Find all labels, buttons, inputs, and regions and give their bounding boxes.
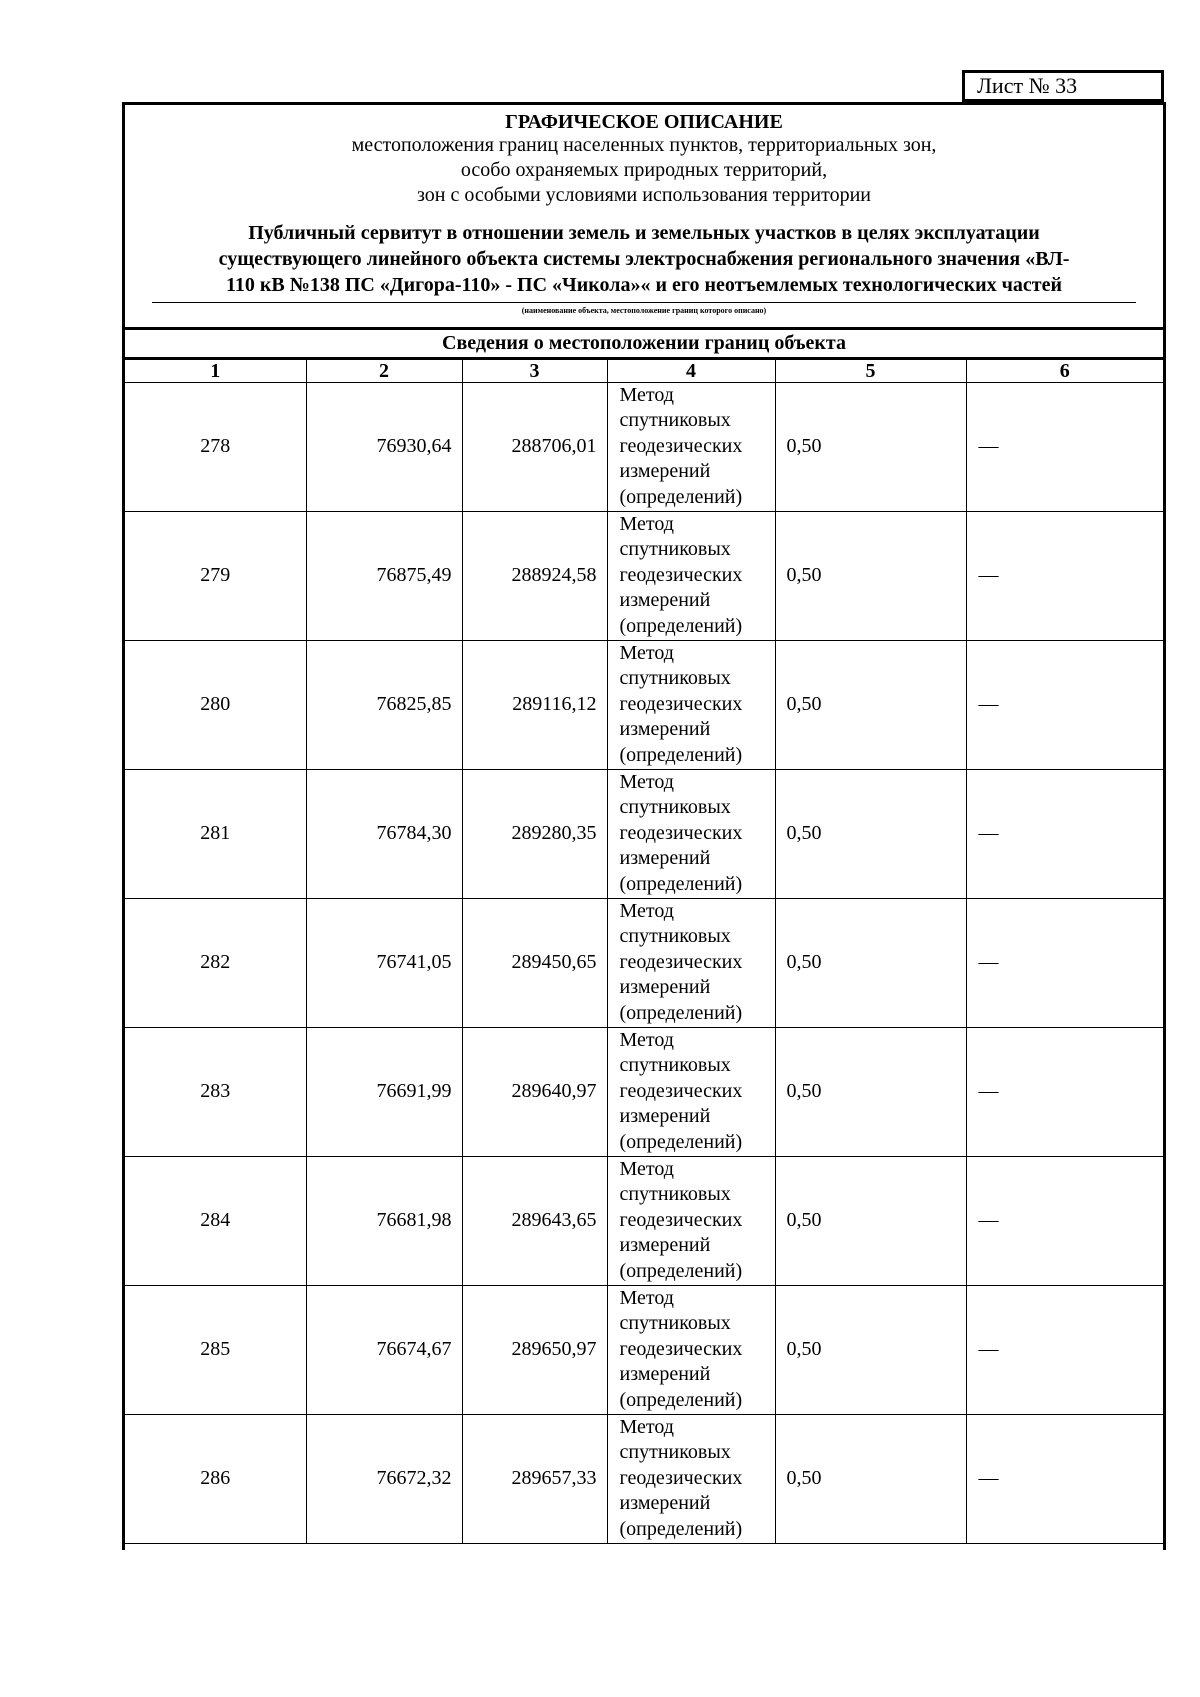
point-number-cell: 285 [125, 1285, 306, 1414]
method-line: (определений) [619, 872, 743, 895]
accuracy-cell: 0,50 [775, 511, 966, 640]
accuracy-cell: 0,50 [775, 1027, 966, 1156]
method-line: измерений [619, 589, 711, 612]
method-line: измерений [619, 718, 711, 741]
x-coordinate-cell: 76930,64 [306, 382, 462, 511]
method-cell [607, 898, 775, 1027]
method-cell [607, 511, 775, 640]
point-number-cell: 283 [125, 1027, 306, 1156]
method-line: (определений) [619, 1259, 743, 1282]
method-line: (определений) [619, 614, 743, 637]
method-cell [607, 1156, 775, 1285]
method-line: Метод [619, 641, 674, 664]
method-line: Метод [619, 770, 674, 793]
method-cell [607, 1285, 775, 1414]
method-line: (определений) [619, 1517, 743, 1540]
object-name [125, 220, 1163, 298]
x-coordinate-cell: 76825,85 [306, 640, 462, 769]
column-header: 3 [462, 360, 607, 382]
method-line: геодезических [619, 950, 743, 973]
x-coordinate-cell: 76741,05 [306, 898, 462, 1027]
y-coordinate-cell: 289650,97 [462, 1285, 607, 1414]
method-line: спутниковых [619, 1183, 731, 1206]
table-row [125, 511, 1163, 640]
sheet-number: Лист № 33 [962, 70, 1164, 102]
method-line: измерений [619, 847, 711, 870]
column-header: 6 [966, 360, 1163, 382]
method-line: измерений [619, 460, 711, 483]
y-coordinate-cell: 288924,58 [462, 511, 607, 640]
y-coordinate-cell: 289643,65 [462, 1156, 607, 1285]
method-line: геодезических [619, 1208, 743, 1231]
note-cell: — [966, 1027, 1163, 1156]
y-coordinate-cell: 289280,35 [462, 769, 607, 898]
accuracy-cell: 0,50 [775, 1285, 966, 1414]
accuracy-cell: 0,50 [775, 640, 966, 769]
table-row [125, 1414, 1163, 1543]
x-coordinate-cell: 76784,30 [306, 769, 462, 898]
subtitle-line: особо охраняемых природных территорий, [460, 159, 828, 181]
method-line: измерений [619, 1492, 711, 1515]
method-line: спутниковых [619, 1312, 731, 1335]
y-coordinate-cell: 289450,65 [462, 898, 607, 1027]
method-line: геодезических [619, 434, 743, 457]
point-number-cell: 280 [125, 640, 306, 769]
method-line: спутниковых [619, 796, 731, 819]
note-cell: — [966, 1156, 1163, 1285]
method-cell [607, 769, 775, 898]
method-line: спутниковых [619, 925, 731, 948]
method-line: геодезических [619, 1337, 743, 1360]
method-line: Метод [619, 1286, 674, 1309]
table-row [125, 382, 1163, 511]
method-line: Метод [619, 1028, 674, 1051]
table-row [125, 769, 1163, 898]
method-line: геодезических [619, 1079, 743, 1102]
note-cell: — [966, 1285, 1163, 1414]
method-line: Метод [619, 899, 674, 922]
x-coordinate-cell: 76672,32 [306, 1414, 462, 1543]
object-name-line: Публичный сервитут в отношении земель и земельных участков в целях эксплуатации [248, 222, 1040, 244]
object-name-line: 110 кВ №138 ПС «Дигора-110» - ПС «Чикола»« и его неотъемлемых технологических частей [225, 274, 1062, 296]
note-cell: — [966, 898, 1163, 1027]
method-cell [607, 382, 775, 511]
section-title: Сведения о местоположении границ объекта [125, 330, 1163, 360]
note-cell: — [966, 511, 1163, 640]
method-line: Метод [619, 1415, 674, 1438]
object-name-line: существующего линейного объекта системы электроснабжения регионального значения «ВЛ- [218, 248, 1070, 270]
accuracy-cell: 0,50 [775, 1414, 966, 1543]
method-line: Метод [619, 512, 674, 535]
note-cell: — [966, 382, 1163, 511]
document-frame [122, 102, 1166, 1550]
method-line: (определений) [619, 1130, 743, 1153]
y-coordinate-cell: 288706,01 [462, 382, 607, 511]
object-caption: (наименование объекта, местоположение границ которого описано) [521, 306, 767, 315]
method-line: спутниковых [619, 1441, 731, 1464]
column-header: 4 [607, 360, 775, 382]
point-number-cell: 281 [125, 769, 306, 898]
point-number-cell: 279 [125, 511, 306, 640]
document-header [125, 105, 1163, 330]
method-line: геодезических [619, 692, 743, 715]
y-coordinate-cell: 289657,33 [462, 1414, 607, 1543]
object-underline [152, 302, 1136, 303]
method-line: измерений [619, 1105, 711, 1128]
column-header: 5 [775, 360, 966, 382]
method-line: (определений) [619, 485, 743, 508]
method-line: Метод [619, 383, 674, 406]
method-line: измерений [619, 1363, 711, 1386]
point-number-cell: 286 [125, 1414, 306, 1543]
accuracy-cell: 0,50 [775, 1156, 966, 1285]
method-cell [607, 640, 775, 769]
method-line: измерений [619, 1234, 711, 1257]
method-line: спутниковых [619, 1054, 731, 1077]
coordinates-table [125, 360, 1163, 1544]
accuracy-cell: 0,50 [775, 769, 966, 898]
column-header: 2 [306, 360, 462, 382]
y-coordinate-cell: 289640,97 [462, 1027, 607, 1156]
method-line: спутниковых [619, 409, 731, 432]
table-row [125, 640, 1163, 769]
table-row [125, 898, 1163, 1027]
document-title: ГРАФИЧЕСКОЕ ОПИСАНИЕ [505, 111, 783, 133]
method-line: (определений) [619, 1001, 743, 1024]
point-number-cell: 282 [125, 898, 306, 1027]
method-cell [607, 1414, 775, 1543]
note-cell: — [966, 1414, 1163, 1543]
column-header: 1 [125, 360, 306, 382]
x-coordinate-cell: 76875,49 [306, 511, 462, 640]
point-number-cell: 278 [125, 382, 306, 511]
method-cell [607, 1027, 775, 1156]
table-row [125, 1027, 1163, 1156]
subtitle-line: зон с особыми условиями использования территории [416, 184, 872, 206]
method-line: геодезических [619, 821, 743, 844]
method-line: геодезических [619, 1466, 743, 1489]
table-row [125, 1156, 1163, 1285]
method-line: (определений) [619, 743, 743, 766]
accuracy-cell: 0,50 [775, 898, 966, 1027]
method-line: спутниковых [619, 538, 731, 561]
note-cell: — [966, 769, 1163, 898]
note-cell: — [966, 640, 1163, 769]
subtitle-line: местоположения границ населенных пунктов, территориальных зон, [351, 134, 937, 156]
table-row [125, 1285, 1163, 1414]
method-line: спутниковых [619, 667, 731, 690]
method-line: геодезических [619, 563, 743, 586]
accuracy-cell: 0,50 [775, 382, 966, 511]
method-line: измерений [619, 976, 711, 999]
point-number-cell: 284 [125, 1156, 306, 1285]
x-coordinate-cell: 76681,98 [306, 1156, 462, 1285]
method-line: (определений) [619, 1388, 743, 1411]
table-header-row [125, 360, 1163, 382]
x-coordinate-cell: 76674,67 [306, 1285, 462, 1414]
x-coordinate-cell: 76691,99 [306, 1027, 462, 1156]
y-coordinate-cell: 289116,12 [462, 640, 607, 769]
method-line: Метод [619, 1157, 674, 1180]
